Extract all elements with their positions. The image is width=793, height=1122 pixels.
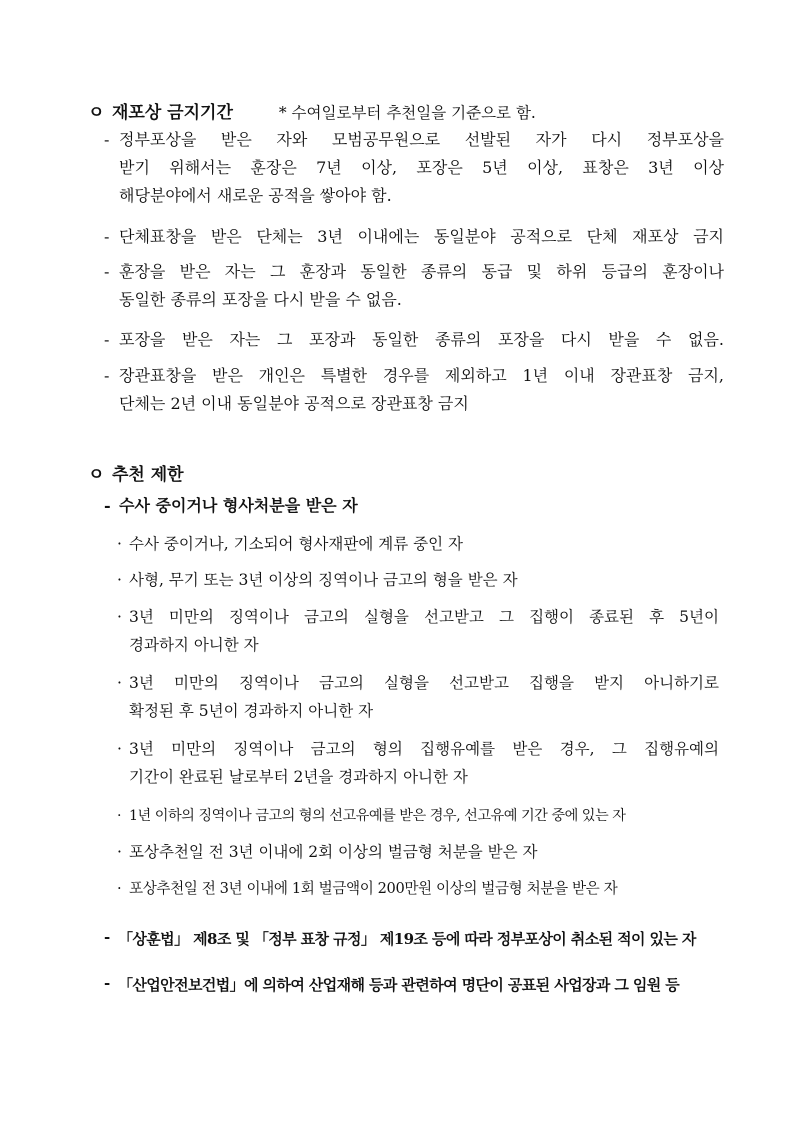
item-line: 동일한 종류의 포장을 다시 받을 수 없음. [119,290,402,309]
item-line: 정부포상을 받은 자와 모범공무원으로 선발된 자가 다시 정부포상을 [119,130,724,149]
section-heading-repeat-award-ban [88,98,536,123]
dot-marker: · [117,843,122,861]
item-line: 훈장을 받은 자는 그 훈장과 동일한 종류의 동급 및 하위 등급의 훈장이나 [119,262,724,281]
item-line: 장관표창을 받은 개인은 특별한 경우를 제외하고 1년 이내 장관표창 금지, [119,366,724,385]
dash-marker: - [104,974,110,992]
sub-list-item [117,838,719,866]
section-title: 재포상 금지기간 [112,103,233,123]
dash-marker: - [104,496,111,515]
list-item [104,223,724,251]
sub-item-line: 수사 중이거나, 기소되어 형사재판에 계류 중인 자 [129,535,463,553]
dash-marker: - [104,330,110,349]
sub-list-item [117,802,719,830]
sub-list-item [117,669,719,725]
sub-item-line: 3년 미만의 징역이나 금고의 형의 집행유예를 받은 경우, 그 집행유예의 [129,740,719,758]
section-note: * 수여일로부터 추천일을 기준으로 함. [278,104,536,122]
dot-marker: · [117,880,122,897]
dash-marker: - [104,227,110,246]
item-line: 포장을 받은 자는 그 포장과 동일한 종류의 포장을 다시 받을 수 없음. [119,330,724,349]
sub-item-line: 기간이 완료된 날로부터 2년을 경과하지 아니한 자 [129,768,468,786]
dot-marker: · [117,571,122,589]
law-item [104,974,721,995]
sub-item-line: 1년 이하의 징역이나 금고의 형의 선고유예를 받은 경우, 선고유예 기간 중에 있는 자 [129,808,626,824]
sub-list-item [117,603,719,659]
group-title-item [104,492,724,520]
list-item [104,362,724,418]
sub-list-item [117,530,719,558]
sub-item-line: 포상추천일 전 3년 이내에 1회 벌금액이 200만원 이상의 벌금형 처분을 받은 자 [129,880,618,897]
sub-list-item [117,735,719,791]
item-line: 해당분야에서 새로운 공적을 쌓아야 함. [119,186,392,205]
dot-marker: · [117,608,122,626]
sub-item-line: 사형, 무기 또는 3년 이상의 징역이나 금고의 형을 받은 자 [129,571,518,589]
dot-marker: · [117,674,122,692]
section-title: 추천 제한 [112,465,184,485]
dot-marker: · [117,740,122,758]
list-item [104,126,724,210]
group-title: 수사 중이거나 형사처분을 받은 자 [119,496,358,515]
item-line: 단체표창을 받은 단체는 3년 이내에는 동일분야 공적으로 단체 재포상 금지 [119,227,724,246]
law-item [104,928,721,949]
sub-item-line: 3년 미만의 징역이나 금고의 실형을 선고받고 집행을 받지 아니하기로 [129,674,719,692]
dot-marker: · [117,535,122,553]
section-bullet: ㅇ [88,465,105,485]
dash-marker: - [104,366,110,385]
section-bullet: ㅇ [88,103,105,123]
law-item-text: 「산업안전보건법」에 의하여 산업재해 등과 관련하여 명단이 공표된 사업장과 그 임원 등 [118,976,680,994]
list-item [104,258,724,314]
dash-marker: - [104,262,110,281]
item-line: 받기 위해서는 훈장은 7년 이상, 포장은 5년 이상, 표창은 3년 이상 [119,158,724,177]
dot-marker: · [117,808,122,824]
sub-list-item [117,566,719,594]
sub-item-line: 확정된 후 5년이 경과하지 아니한 자 [129,702,374,720]
sub-item-line: 3년 미만의 징역이나 금고의 실형을 선고받고 그 집행이 종료된 후 5년이 [129,608,719,626]
item-line: 단체는 2년 이내 동일분야 공적으로 장관표창 금지 [119,394,469,413]
sub-item-line: 경과하지 아니한 자 [129,636,259,654]
sub-list-item [117,875,719,903]
dash-marker: - [104,928,110,946]
list-item [104,326,724,354]
dash-marker: - [104,130,110,149]
sub-item-line: 포상추천일 전 3년 이내에 2회 이상의 벌금형 처분을 받은 자 [129,843,538,861]
law-item-text: 「상훈법」 제8조 및 「정부 표창 규정」 제19조 등에 따라 정부포상이 취소된 적이 있는 자 [118,930,696,948]
section-heading-recommendation-limit [88,460,184,485]
